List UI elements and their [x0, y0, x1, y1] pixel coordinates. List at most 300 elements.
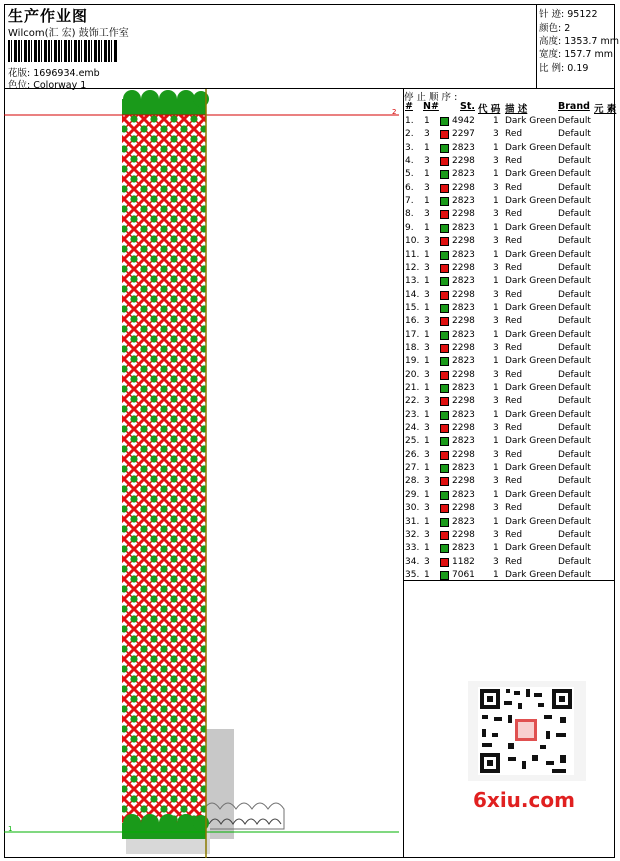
cell-needle: 1: [424, 116, 430, 126]
colors-value: 2: [564, 23, 571, 34]
table-row: [404, 290, 615, 303]
cell-desc: Dark Green: [505, 463, 557, 474]
table-row: [404, 530, 615, 543]
table-row: [404, 209, 615, 222]
cell-desc: Dark Green: [505, 569, 557, 580]
table-row: [404, 476, 615, 489]
cell-stitches: 2298: [452, 316, 475, 327]
cell-index: 1.: [405, 116, 414, 126]
lattice-strip: [122, 111, 206, 829]
cell-desc: Dark Green: [505, 276, 557, 287]
cell-code: 1: [493, 329, 499, 340]
panel-divider: [404, 580, 615, 581]
table-row: [404, 383, 615, 396]
cell-index: 29.: [405, 489, 420, 500]
color-swatch: [440, 451, 449, 460]
stop-sequence-title: 停 止 顺 序 :: [404, 92, 458, 103]
cell-brand: Default: [558, 169, 591, 180]
width-value: 157.7 mm: [564, 49, 613, 60]
cell-needle: 1: [424, 436, 430, 447]
cell-index: 2.: [405, 129, 414, 140]
color-swatch: [440, 531, 449, 540]
cell-code: 1: [493, 409, 499, 420]
color-swatch: [440, 317, 449, 326]
page-title: 生产作业图: [8, 7, 89, 25]
cell-stitches: 2823: [452, 169, 475, 180]
color-swatch: [440, 251, 449, 260]
cell-brand: Default: [558, 543, 591, 554]
cell-desc: Red: [505, 396, 523, 407]
color-swatch: [440, 291, 449, 300]
colorway-value: Colorway 1: [33, 80, 87, 91]
cell-code: 3: [493, 209, 499, 220]
cell-needle: 1: [424, 222, 430, 233]
cell-code: 1: [493, 383, 499, 393]
header: [4, 4, 620, 91]
cell-brand: Default: [558, 409, 591, 420]
cell-desc: Dark Green: [505, 516, 557, 527]
cell-code: 1: [493, 116, 499, 126]
cell-code: 1: [493, 276, 499, 287]
stitches-stat: [539, 6, 598, 20]
cell-stitches: 2823: [452, 222, 475, 233]
col-code: 代 码: [478, 104, 501, 115]
color-swatch: [440, 157, 449, 166]
cell-stitches: 7061: [452, 569, 475, 580]
cell-desc: Dark Green: [505, 409, 557, 420]
color-swatch: [440, 371, 449, 380]
cell-stitches: 2823: [452, 329, 475, 340]
cell-needle: 1: [424, 356, 430, 367]
cell-index: 9.: [405, 222, 414, 233]
cell-needle: 3: [424, 262, 430, 273]
cell-stitches: 2823: [452, 196, 475, 207]
cell-brand: Default: [558, 236, 591, 247]
cell-index: 28.: [405, 476, 420, 487]
cell-brand: Default: [558, 436, 591, 447]
cell-desc: Dark Green: [505, 116, 557, 126]
color-swatch: [440, 397, 449, 406]
cell-brand: Default: [558, 249, 591, 260]
cell-stitches: 2823: [452, 302, 475, 313]
cell-index: 21.: [405, 383, 420, 393]
color-swatch: [440, 130, 449, 139]
cell-desc: Red: [505, 342, 523, 353]
table-row: [404, 370, 615, 383]
cell-needle: 1: [424, 142, 430, 153]
cell-index: 7.: [405, 196, 414, 207]
cell-needle: 3: [424, 423, 430, 434]
cell-code: 3: [493, 476, 499, 487]
cell-stitches: 2823: [452, 489, 475, 500]
cell-stitches: 2298: [452, 369, 475, 380]
design-preview: [4, 89, 404, 858]
cell-needle: 1: [424, 383, 430, 393]
cell-brand: Default: [558, 209, 591, 220]
cell-brand: Default: [558, 182, 591, 193]
color-swatch: [440, 277, 449, 286]
cell-stitches: 1182: [452, 556, 475, 567]
cell-desc: Red: [505, 476, 523, 487]
cell-desc: Red: [505, 369, 523, 380]
cell-index: 22.: [405, 396, 420, 407]
cell-code: 1: [493, 463, 499, 474]
color-swatch: [440, 264, 449, 273]
table-row: [404, 396, 615, 409]
cell-stitches: 2298: [452, 342, 475, 353]
cell-brand: Default: [558, 569, 591, 580]
cell-brand: Default: [558, 423, 591, 434]
cell-desc: Red: [505, 503, 523, 514]
cell-index: 8.: [405, 209, 414, 220]
cell-needle: 1: [424, 569, 430, 580]
cell-code: 1: [493, 569, 499, 580]
cell-brand: Default: [558, 449, 591, 460]
cell-index: 30.: [405, 503, 420, 514]
color-swatch: [440, 491, 449, 500]
color-swatch: [440, 170, 449, 179]
cell-needle: 3: [424, 503, 430, 514]
cell-code: 1: [493, 356, 499, 367]
col-brand: Brand: [558, 101, 590, 112]
cell-needle: 1: [424, 249, 430, 260]
cell-needle: 1: [424, 543, 430, 554]
cell-brand: Default: [558, 556, 591, 567]
cell-code: 3: [493, 156, 499, 167]
color-swatch: [440, 477, 449, 486]
cell-needle: 1: [424, 463, 430, 474]
cell-stitches: 2823: [452, 409, 475, 420]
cell-code: 3: [493, 423, 499, 434]
cell-desc: Red: [505, 209, 523, 220]
cell-brand: Default: [558, 489, 591, 500]
cell-brand: Default: [558, 262, 591, 273]
color-swatch: [440, 144, 449, 153]
cell-index: 13.: [405, 276, 420, 287]
color-swatch: [440, 210, 449, 219]
color-swatch: [440, 424, 449, 433]
cell-desc: Red: [505, 449, 523, 460]
cell-code: 1: [493, 489, 499, 500]
cell-stitches: 2823: [452, 249, 475, 260]
cell-needle: 3: [424, 342, 430, 353]
cell-code: 3: [493, 449, 499, 460]
cell-stitches: 2298: [452, 262, 475, 273]
design-file-label: 花版:: [8, 68, 31, 79]
cell-index: 31.: [405, 516, 420, 527]
height-stat: [539, 33, 619, 47]
cell-needle: 1: [424, 302, 430, 313]
table-row: [404, 250, 615, 263]
scale-value: 0.19: [567, 63, 589, 74]
table-row: [404, 183, 615, 196]
col-index: #: [405, 101, 413, 112]
cell-needle: 3: [424, 449, 430, 460]
table-row: [404, 436, 615, 449]
cell-code: 3: [493, 129, 499, 140]
cell-brand: Default: [558, 356, 591, 367]
cell-index: 20.: [405, 369, 420, 380]
cell-stitches: 2298: [452, 529, 475, 540]
cell-code: 3: [493, 396, 499, 407]
cell-needle: 3: [424, 369, 430, 380]
cell-code: 3: [493, 369, 499, 380]
cell-stitches: 2823: [452, 276, 475, 287]
cell-index: 19.: [405, 356, 420, 367]
cell-desc: Dark Green: [505, 329, 557, 340]
cell-desc: Red: [505, 156, 523, 167]
cell-desc: Red: [505, 129, 523, 140]
table-row: [404, 543, 615, 556]
height-value: 1353.7 mm: [564, 36, 620, 47]
cell-desc: Dark Green: [505, 222, 557, 233]
company-name: Wilcom(汇 宏) 鼓饰工作室: [8, 28, 129, 39]
cell-desc: Red: [505, 182, 523, 193]
cell-needle: 3: [424, 476, 430, 487]
cell-needle: 1: [424, 409, 430, 420]
cell-code: 3: [493, 503, 499, 514]
table-row: [404, 517, 615, 530]
cell-brand: Default: [558, 116, 591, 126]
table-row: [404, 490, 615, 503]
cell-stitches: 2823: [452, 516, 475, 527]
cell-desc: Dark Green: [505, 249, 557, 260]
cell-stitches: 2823: [452, 142, 475, 153]
table-row: [404, 169, 615, 182]
cell-brand: Default: [558, 516, 591, 527]
cell-brand: Default: [558, 476, 591, 487]
color-swatch: [440, 304, 449, 313]
cell-index: 35.: [405, 569, 420, 580]
cell-needle: 3: [424, 289, 430, 300]
cell-stitches: 2298: [452, 209, 475, 220]
cell-stitches: 2823: [452, 543, 475, 554]
cell-index: 10.: [405, 236, 420, 247]
cell-desc: Dark Green: [505, 489, 557, 500]
cell-index: 25.: [405, 436, 420, 447]
cell-stitches: 2823: [452, 436, 475, 447]
cell-code: 3: [493, 262, 499, 273]
table-row: [404, 156, 615, 169]
cell-index: 26.: [405, 449, 420, 460]
cell-needle: 1: [424, 196, 430, 207]
cell-desc: Dark Green: [505, 543, 557, 554]
cell-brand: Default: [558, 529, 591, 540]
cell-index: 6.: [405, 182, 414, 193]
cell-stitches: 2823: [452, 383, 475, 393]
table-row: [404, 196, 615, 209]
cell-index: 4.: [405, 156, 414, 167]
cell-needle: 3: [424, 236, 430, 247]
barcode: [8, 40, 118, 62]
width-label: 宽度:: [539, 49, 562, 60]
cell-index: 27.: [405, 463, 420, 474]
cell-index: 11.: [405, 249, 420, 260]
color-swatch: [440, 197, 449, 206]
cell-brand: Default: [558, 329, 591, 340]
table-row: [404, 423, 615, 436]
cell-stitches: 4942: [452, 116, 475, 126]
cell-code: 3: [493, 529, 499, 540]
color-swatch: [440, 411, 449, 420]
stitches-label: 针 迹:: [539, 9, 565, 20]
cell-brand: Default: [558, 196, 591, 207]
cell-desc: Red: [505, 529, 523, 540]
cell-brand: Default: [558, 156, 591, 167]
col-desc: 描 述: [505, 104, 528, 115]
cell-desc: Dark Green: [505, 142, 557, 153]
cell-needle: 3: [424, 129, 430, 140]
watermark-text: 6xiu.com: [473, 788, 575, 812]
table-row: [404, 276, 615, 289]
cell-code: 1: [493, 436, 499, 447]
cell-needle: 3: [424, 529, 430, 540]
cell-brand: Default: [558, 396, 591, 407]
cell-stitches: 2298: [452, 182, 475, 193]
cell-code: 3: [493, 289, 499, 300]
cell-stitches: 2298: [452, 396, 475, 407]
cell-index: 24.: [405, 423, 420, 434]
cell-needle: 3: [424, 396, 430, 407]
cell-desc: Dark Green: [505, 169, 557, 180]
cell-brand: Default: [558, 302, 591, 313]
table-row: [404, 463, 615, 476]
colors-label: 颜色:: [539, 23, 562, 34]
table-row: [404, 316, 615, 329]
cell-desc: Red: [505, 316, 523, 327]
table-row: [404, 236, 615, 249]
cell-stitches: 2298: [452, 423, 475, 434]
table-row: [404, 303, 615, 316]
cell-desc: Dark Green: [505, 436, 557, 447]
cell-brand: Default: [558, 316, 591, 327]
color-swatch: [440, 357, 449, 366]
cell-brand: Default: [558, 463, 591, 474]
cell-index: 23.: [405, 409, 420, 420]
cell-needle: 3: [424, 556, 430, 567]
cell-desc: Dark Green: [505, 383, 557, 393]
cell-index: 12.: [405, 262, 420, 273]
cell-stitches: 2823: [452, 356, 475, 367]
color-swatch: [440, 558, 449, 567]
color-swatch: [440, 504, 449, 513]
stitches-value: 95122: [567, 9, 598, 20]
color-swatch: [440, 518, 449, 527]
cell-code: 3: [493, 182, 499, 193]
cell-desc: Dark Green: [505, 356, 557, 367]
color-swatch: [440, 571, 449, 580]
cell-needle: 1: [424, 516, 430, 527]
color-swatch: [440, 384, 449, 393]
scale-stat: [539, 60, 588, 74]
cell-brand: Default: [558, 289, 591, 300]
cell-code: 1: [493, 169, 499, 180]
design-file-value: 1696934.emb: [33, 68, 100, 79]
col-needle: N#: [423, 101, 439, 112]
cell-index: 16.: [405, 316, 420, 327]
color-swatch: [440, 464, 449, 473]
table-row: [404, 143, 615, 156]
table-row: [404, 410, 615, 423]
qr-code: [468, 681, 586, 781]
table-row: [404, 129, 615, 142]
cell-brand: Default: [558, 222, 591, 233]
height-label: 高度:: [539, 36, 562, 47]
cell-index: 15.: [405, 302, 420, 313]
cell-index: 17.: [405, 329, 420, 340]
cell-stitches: 2297: [452, 129, 475, 140]
cell-code: 3: [493, 342, 499, 353]
cell-code: 1: [493, 196, 499, 207]
color-swatch: [440, 237, 449, 246]
cell-brand: Default: [558, 129, 591, 140]
color-swatch: [440, 544, 449, 553]
color-swatch: [440, 437, 449, 446]
cell-code: 1: [493, 222, 499, 233]
stats-panel: [536, 4, 620, 89]
cell-code: 3: [493, 236, 499, 247]
col-stitches: St.: [460, 101, 475, 112]
color-swatch: [440, 344, 449, 353]
cell-stitches: 2298: [452, 289, 475, 300]
cell-brand: Default: [558, 383, 591, 393]
color-swatch: [440, 224, 449, 233]
width-stat: [539, 46, 613, 60]
cell-code: 1: [493, 249, 499, 260]
cell-needle: 3: [424, 316, 430, 327]
cell-code: 3: [493, 316, 499, 327]
color-swatch: [440, 117, 449, 126]
guide-marker: 2: [392, 108, 397, 116]
cell-code: 1: [493, 142, 499, 153]
cell-code: 3: [493, 556, 499, 567]
cell-desc: Red: [505, 236, 523, 247]
cell-stitches: 2298: [452, 156, 475, 167]
table-row: [404, 343, 615, 356]
cell-needle: 3: [424, 156, 430, 167]
cell-desc: Red: [505, 262, 523, 273]
cell-index: 34.: [405, 556, 420, 567]
cell-brand: Default: [558, 342, 591, 353]
cell-code: 1: [493, 516, 499, 527]
cell-needle: 3: [424, 182, 430, 193]
cell-stitches: 2298: [452, 449, 475, 460]
guide-marker-bottom: 1: [8, 825, 13, 833]
cell-code: 1: [493, 543, 499, 554]
cell-brand: Default: [558, 276, 591, 287]
embroidery-design-graphic: [4, 89, 404, 858]
table-row: [404, 450, 615, 463]
cell-code: 1: [493, 302, 499, 313]
colors-stat: [539, 20, 570, 34]
cell-desc: Red: [505, 423, 523, 434]
table-row: [404, 503, 615, 516]
cell-index: 14.: [405, 289, 420, 300]
cell-index: 18.: [405, 342, 420, 353]
cell-desc: Dark Green: [505, 196, 557, 207]
cell-index: 3.: [405, 142, 414, 153]
cell-stitches: 2298: [452, 503, 475, 514]
color-swatch: [440, 184, 449, 193]
table-row: [404, 330, 615, 343]
table-row: [404, 223, 615, 236]
cell-needle: 1: [424, 329, 430, 340]
scale-label: 比 例:: [539, 63, 565, 74]
cell-index: 32.: [405, 529, 420, 540]
cell-desc: Red: [505, 289, 523, 300]
cell-brand: Default: [558, 503, 591, 514]
cell-brand: Default: [558, 369, 591, 380]
